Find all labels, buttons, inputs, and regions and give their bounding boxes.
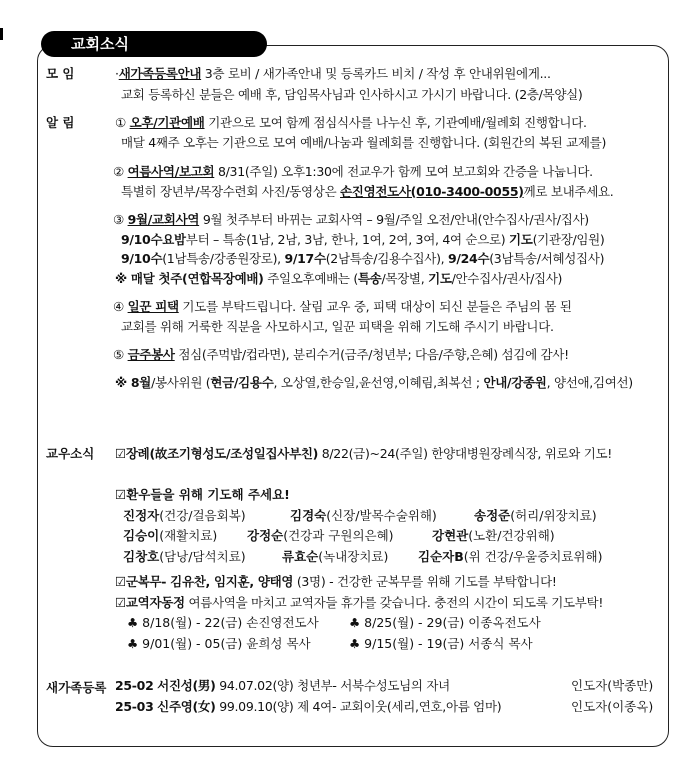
notice-2-text-b: 께로 보내주세요. (523, 184, 614, 199)
patient-detail: (녹내장치료) (318, 549, 389, 564)
staff-title: ☑교역자동정 (115, 595, 185, 610)
notice-3-text: (기관장/임원) (532, 232, 605, 247)
notice-3-line-4 (115, 270, 562, 288)
label-meeting: 모 임 (46, 66, 75, 81)
prayer-request-title: ☑환우들을 위해 기도해 주세요! (115, 487, 290, 502)
newcomer-info: 99.09.10(양) 제 4여- 교회이웃(세리,연호,아름 엄마) (215, 699, 502, 714)
patient-detail: (노환/건강위해) (468, 528, 555, 543)
notice-5-line-1 (113, 346, 569, 364)
newcomer-guide: 인도자(박종만) (571, 678, 654, 693)
notice-2-text-a: 특별히 장년부/목장수련회 사진/동영상은 (121, 184, 341, 199)
notice-3-line-2 (121, 231, 605, 249)
patient-entry (123, 548, 246, 566)
notice-5-title: 금주봉사 (127, 347, 175, 362)
notice-1-title: 오후/기관예배 (129, 115, 205, 130)
notice-4-line-1 (113, 298, 572, 316)
offering-lead: 현금/김용수 (210, 375, 274, 390)
notice-2-title: 여름사역/보고회 (127, 164, 215, 179)
patient-entry (282, 548, 388, 566)
meeting-line-1 (115, 65, 551, 83)
notice-number: ④ (113, 299, 124, 314)
patient-name: 김경숙 (290, 508, 327, 523)
notice-4-title: 일꾼 피택 (127, 299, 179, 314)
patient-detail: (신장/발목수술위해) (326, 508, 437, 523)
notice-1-line-1 (115, 114, 587, 132)
label-newcomers: 새가족등록 (46, 680, 107, 695)
newcomer-info: 94.07.02(양) 청년부- 서북수성도님의 자녀 (215, 678, 450, 693)
volunteers-line (115, 374, 633, 392)
newcomer-guide-title: 새가족등록안내 (118, 66, 202, 81)
notice-3-line-3 (121, 250, 604, 268)
newcomer-name: 신주영(女) (157, 699, 216, 714)
note-text: /안수집사/권사/집사) (451, 271, 563, 286)
patient-entry (123, 527, 217, 545)
wed-night-date: 9/10수요밤 (121, 232, 186, 247)
newcomer-guide-text: 3층 로비 / 새가족안내 및 등록카드 비치 / 작성 후 안내위원에게... (201, 66, 551, 81)
meeting-line-2: 교회 등록하신 분들은 예배 후, 담임목사님과 인사하시고 가시기 바랍니다. (2층/목양실) (121, 87, 583, 102)
patient-entry (432, 527, 555, 545)
volunteer-month: ※ 8월 (115, 375, 152, 390)
notice-number: ③ (113, 212, 124, 227)
notice-2-line-1 (113, 163, 593, 181)
staff-text: 여름사역을 마치고 교역자들 휴가를 갖습니다. 충전의 시간이 되도록 기도부탁! (184, 595, 604, 610)
patient-name: 김승이 (123, 528, 160, 543)
notice-number: ① (115, 115, 126, 130)
notice-4-line-2: 교회를 위해 거룩한 직분을 사모하시고, 일꾼 피택을 위해 기도해 주시기 바랍니다. (121, 319, 554, 334)
army-names: ☑군복무- 김유찬, 임지훈, 양태영 (115, 574, 294, 589)
label-members: 교우소식 (46, 446, 95, 461)
monthly-note: ※ 매달 첫주(연합목장예배) (115, 271, 264, 286)
prayer-label: 기도 (509, 232, 533, 247)
schedule-text: (1남특송/강종원장로), (162, 251, 285, 266)
patient-entry (123, 507, 246, 525)
margin-mark (0, 28, 3, 40)
notice-5-text: 점심(주먹밥/컵라면), 분리수거(금주/청년부; 다음/주향,은혜) 섬김에 감사! (174, 347, 569, 362)
note-text: /목장별, (381, 271, 429, 286)
vacation-2: ♣ 8/25(월) - 29(금) 이종옥전도사 (349, 615, 541, 630)
newcomer-row (115, 677, 450, 695)
patient-name: 강현관 (432, 528, 469, 543)
notice-2-line-2 (121, 183, 613, 201)
section-title: 교회소식 (41, 31, 267, 57)
notice-1-text: 기관으로 모여 함께 점심식사를 나누신 후, 기관예배/월례회 진행합니다. (204, 115, 587, 130)
vacation-4: ♣ 9/15(월) - 19(금) 서종식 목사 (349, 636, 533, 651)
date-9-24: 9/24수 (448, 251, 490, 266)
funeral-title: 장례(故조기형성도/조성일집사부친) (125, 446, 319, 461)
newcomer-id: 25-02 (115, 678, 154, 693)
patient-detail: (담낭/담석치료) (159, 549, 246, 564)
date-9-17: 9/17수 (284, 251, 326, 266)
army-text: (3명) - 건강한 군복무를 위해 기도를 부탁합니다! (293, 574, 557, 589)
patient-name: 송정준 (474, 508, 511, 523)
contact-person: 손진영전도사(010-3400-0055) (340, 184, 524, 199)
vacation-3: ♣ 9/01(월) - 05(금) 윤희성 목사 (127, 636, 311, 651)
newcomer-id: 25-03 (115, 699, 154, 714)
newcomer-guide: 인도자(이종옥) (571, 699, 654, 714)
notice-3-text: 부터 – 특송(1남, 2남, 3남, 한나, 1여, 2여, 3여, 4여 순으로) (185, 232, 509, 247)
patient-detail: (건강/걸음회복) (159, 508, 246, 523)
patient-name: 류효순 (282, 549, 319, 564)
volunteer-text: , 양선애,김여선) (546, 375, 633, 390)
patient-name: 김창호 (123, 549, 160, 564)
notice-3-line-1 (113, 211, 589, 229)
vacation-1: ♣ 8/18(월) - 22(금) 손진영전도사 (127, 615, 319, 630)
newcomer-name: 서진성(男) (157, 678, 216, 693)
schedule-text: (2남특송/김용수집사), (325, 251, 448, 266)
patient-name: 진정자 (123, 508, 160, 523)
notice-2-text: 8/31(주일) 오후1:30에 전교우가 함께 모여 보고회와 간증을 나눕니다. (214, 164, 593, 179)
schedule-text: (3남특송/서혜성집사) (489, 251, 605, 266)
notice-4-text: 기도를 부탁드립니다. 살림 교우 중, 피택 대상이 되신 분들은 주님의 몸 된 (178, 299, 572, 314)
checkbox-icon: ☑ (115, 446, 126, 461)
funeral-line (115, 445, 612, 463)
patient-entry (247, 527, 394, 545)
label-notice: 알 림 (46, 115, 75, 130)
date-9-10: 9/10수 (121, 251, 163, 266)
patient-entry (418, 548, 602, 566)
notice-1-line-2: 매달 4째주 오후는 기관으로 모여 예배/나눔과 월례회를 진행합니다. (회원간의 복된 교제를) (121, 135, 607, 150)
note-text: 주일오후예배는 ( (263, 271, 358, 286)
patient-entry (290, 507, 437, 525)
patient-entry (474, 507, 597, 525)
usher-lead: 안내/강종원 (483, 375, 547, 390)
staff-line (115, 594, 603, 612)
funeral-text: 8/22(금)~24(주일) 한양대병원장례식장, 위로와 기도! (318, 446, 612, 461)
notice-3-title: 9월/교회사역 (127, 212, 200, 227)
army-line (115, 573, 557, 591)
notice-number: ② (113, 164, 124, 179)
patient-detail: (위 건강/우울증치료위해) (463, 549, 603, 564)
bullet: · (115, 66, 119, 81)
notice-3-text: 9월 첫주부터 바뀌는 교회사역 – 9월/주일 오전/안내(안수집사/권사/집사) (199, 212, 589, 227)
patient-detail: (허리/위장치료) (510, 508, 597, 523)
patient-name: 강정순 (247, 528, 284, 543)
newcomer-row (115, 698, 501, 716)
patient-detail: (건강과 구원의은혜) (283, 528, 394, 543)
patient-detail: (재활치료) (159, 528, 218, 543)
volunteer-text: /봉사위원 ( (151, 375, 211, 390)
patient-name: 김순자B (418, 549, 464, 564)
notice-number: ⑤ (113, 347, 124, 362)
volunteer-text: , 오상열,한승일,윤선영,이혜림,최복선 ; (273, 375, 484, 390)
special-song-label: 특송 (357, 271, 382, 286)
prayer-label: 기도 (428, 271, 452, 286)
